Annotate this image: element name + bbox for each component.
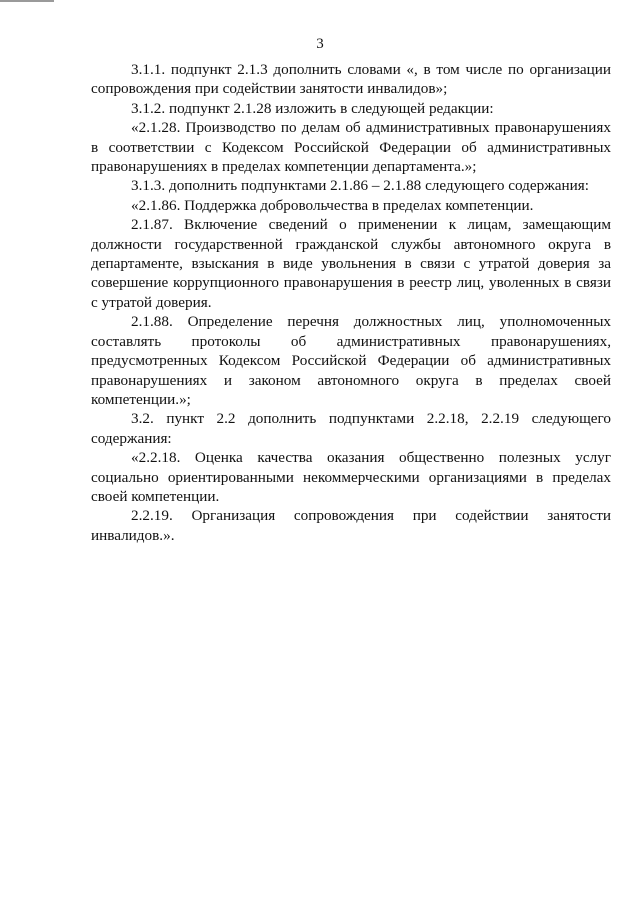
paragraph-2-2-18: «2.2.18. Оценка качества оказания общественно полезных услуг социально ориентированными некоммерческими организациями в пределах своей компетенции.: [91, 449, 611, 505]
paragraph-3-1-2: 3.1.2. подпункт 2.1.28 изложить в следующей редакции:: [131, 99, 494, 117]
paragraph-2-1-86: «2.1.86. Поддержка добровольчества в пределах компетенции.: [131, 196, 534, 214]
paragraph-3-1-3: 3.1.3. дополнить подпунктами 2.1.86 – 2.1.88 следующего содержания:: [131, 177, 589, 195]
paragraph-3-2: 3.2. пункт 2.2 дополнить подпунктами 2.2.18, 2.2.19 следующего содержания:: [91, 410, 611, 447]
page-number: 3: [316, 36, 324, 52]
paragraph-3-1-1: 3.1.1. подпункт 2.1.3 дополнить словами «, в том числе по организации сопровождения при содействии занятости инвалидов»;: [91, 61, 611, 98]
paragraph-2-2-19: 2.2.19. Организация сопровождения при содействии занятости инвалидов.».: [91, 507, 611, 544]
document-body: [91, 60, 611, 545]
paragraph-2-1-88: 2.1.88. Определение перечня должностных лиц, уполномоченных составлять протоколы об административных правонарушениях, предусмотренных Кодексом Российской Федерации об административных правонарушениях и законом автономного округа в пределах своей компетенции.»;: [91, 313, 611, 408]
paragraph-2-1-28: «2.1.28. Производство по делам об административных правонарушениях в соответствии с Кодексом Российской Федерации об административных правонарушениях в пределах компетенции департамента.»;: [91, 119, 611, 176]
scan-edge-mark: [0, 0, 54, 2]
paragraph-2-1-87: 2.1.87. Включение сведений о применении к лицам, замещающим должности государственной гражданской службы автономного округа в департаменте, взыскания в виде увольнения в связи с утратой доверия за совершение коррупционного правонарушения в реестр лиц, уволенных в связи с утратой доверия.: [91, 216, 611, 311]
